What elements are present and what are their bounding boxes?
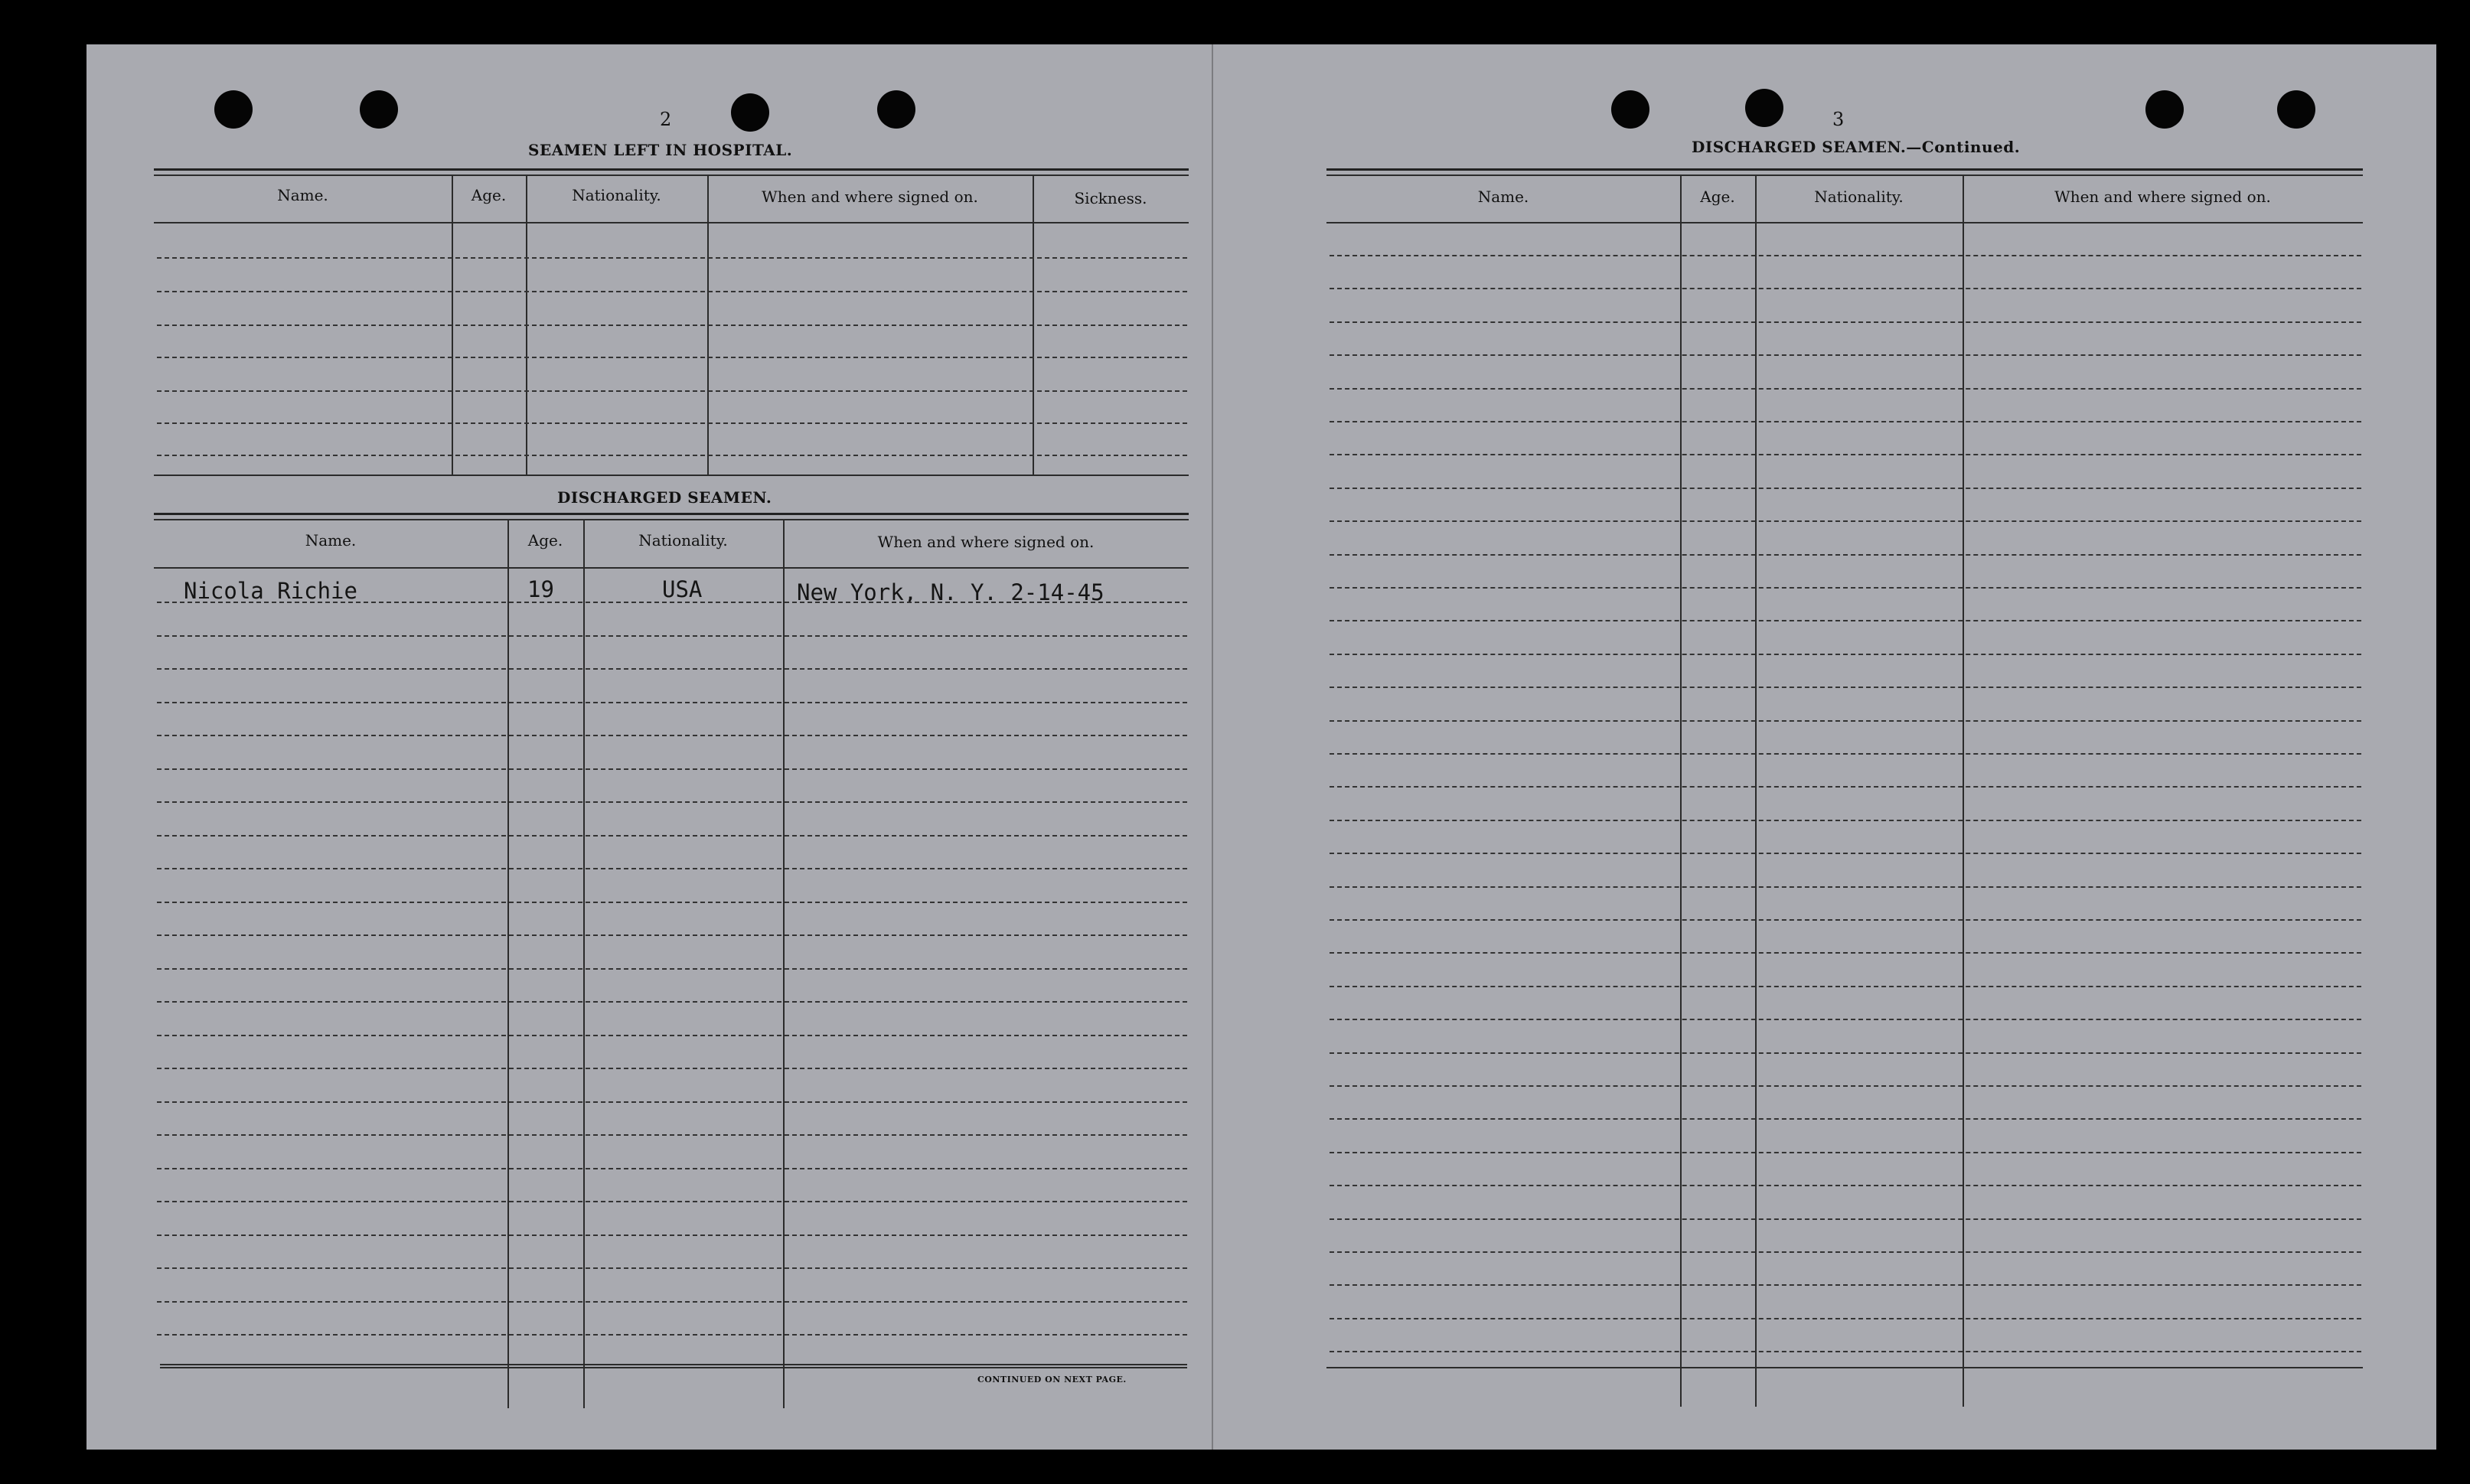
entry-line [1330,1152,2361,1153]
entry-line [157,455,1187,456]
entry-line [157,1334,1187,1336]
entry-line [157,1234,1187,1236]
entry-line [157,801,1187,803]
seaman-age: 19 [527,576,554,602]
entry-line [1330,687,2361,688]
column-divider [783,519,785,1408]
entry-line [157,422,1187,424]
entry-line [1330,554,2361,556]
column-header-sickness: Sickness. [1074,189,1147,207]
entry-line [157,1035,1187,1036]
entry-line [157,702,1187,703]
table-bottom-rule [1326,1367,2363,1368]
table-top-rule [1326,174,2363,176]
entry-line [157,1001,1187,1003]
continued-footer: CONTINUED ON NEXT PAGE. [977,1375,1127,1385]
entry-line [1330,853,2361,854]
column-divider [583,519,585,1408]
column-header-name: Name. [277,186,328,204]
entry-line [1330,488,2361,489]
seaman-signed-on: New York, N. Y. 2-14-45 [797,579,1104,605]
header-bottom-rule [154,567,1189,569]
entry-line [1330,919,2361,921]
entry-line [157,1201,1187,1202]
entry-line [1330,720,2361,722]
entry-line [157,934,1187,936]
entry-line [157,902,1187,903]
left-page [86,44,1219,1450]
entry-line [1330,1118,2361,1120]
entry-line [157,257,1187,259]
entry-line [1330,654,2361,655]
column-header-age: Age. [1700,188,1735,206]
entry-line [157,735,1187,736]
entry-line [1330,620,2361,621]
title-suffix: —Continued. [1906,138,2021,156]
entry-line [1330,520,2361,522]
entry-line [157,1134,1187,1136]
column-header-signed-on: When and where signed on. [2054,188,2271,206]
column-divider [507,519,509,1408]
entry-line [1330,986,2361,987]
column-divider [1680,174,1682,1407]
column-header-name: Name. [1477,188,1529,206]
right-page [1265,44,2436,1450]
entry-line [1330,753,2361,755]
entry-line [1330,255,2361,256]
entry-line [157,835,1187,837]
column-header-name: Name. [305,531,357,550]
entry-line [157,868,1187,869]
table-top-rule [154,513,1189,515]
entry-line [1330,454,2361,455]
table-top-rule [154,168,1189,171]
column-divider [1963,174,1964,1407]
entry-line [157,635,1187,637]
entry-line [1330,421,2361,422]
entry-line [1330,321,2361,323]
entry-line [157,325,1187,326]
table-bottom-rule [154,475,1189,476]
entry-line [1330,288,2361,289]
table-bottom-rule [160,1364,1187,1365]
entry-line [1330,820,2361,821]
entry-line [1330,1085,2361,1087]
entry-line [157,1267,1187,1269]
entry-line [157,668,1187,670]
entry-line [157,602,1187,603]
entry-line [157,291,1187,292]
entry-line [1330,1251,2361,1253]
table-top-rule [154,519,1189,520]
column-header-nationality: Nationality. [638,531,728,550]
entry-line [157,1301,1187,1303]
seaman-nationality: USA [662,576,703,602]
entry-line [1330,587,2361,589]
entry-line [1330,952,2361,954]
entry-line [1330,1019,2361,1020]
column-header-signed-on: When and where signed on. [762,188,978,206]
entry-line [1330,1351,2361,1352]
entry-line [157,390,1187,392]
column-divider [1755,174,1757,1407]
discharged-section-title: DISCHARGED SEAMEN. [557,488,772,507]
column-header-age: Age. [471,186,507,204]
column-header-nationality: Nationality. [1814,188,1904,206]
hospital-section-title: SEAMEN LEFT IN HOSPITAL. [528,141,793,159]
page-number: 3 [1832,109,1845,130]
column-header-signed-on: When and where signed on. [877,533,1095,551]
table-bottom-rule [160,1367,1187,1368]
header-bottom-rule [1326,222,2363,223]
entry-line [1330,1284,2361,1286]
entry-line [1330,1052,2361,1054]
seaman-name: Nicola Richie [184,578,357,604]
entry-line [1330,1185,2361,1186]
entry-line [157,1068,1187,1069]
ledger-sheet [86,44,2436,1450]
entry-line [1330,886,2361,888]
title-text: DISCHARGED SEAMEN. [1692,138,1907,156]
entry-line [1330,1318,2361,1319]
entry-line [1330,354,2361,356]
entry-line [157,768,1187,770]
entry-line [1330,388,2361,390]
table-top-rule [1326,168,2363,171]
entry-line [1330,786,2361,788]
entry-line [1330,1218,2361,1220]
entry-line [157,1168,1187,1169]
entry-line [157,1101,1187,1103]
column-header-nationality: Nationality. [572,186,661,204]
column-header-age: Age. [527,531,563,550]
entry-line [157,357,1187,358]
entry-line [157,968,1187,970]
page-number: 2 [660,109,672,130]
discharged-continued-title [1692,138,2020,156]
